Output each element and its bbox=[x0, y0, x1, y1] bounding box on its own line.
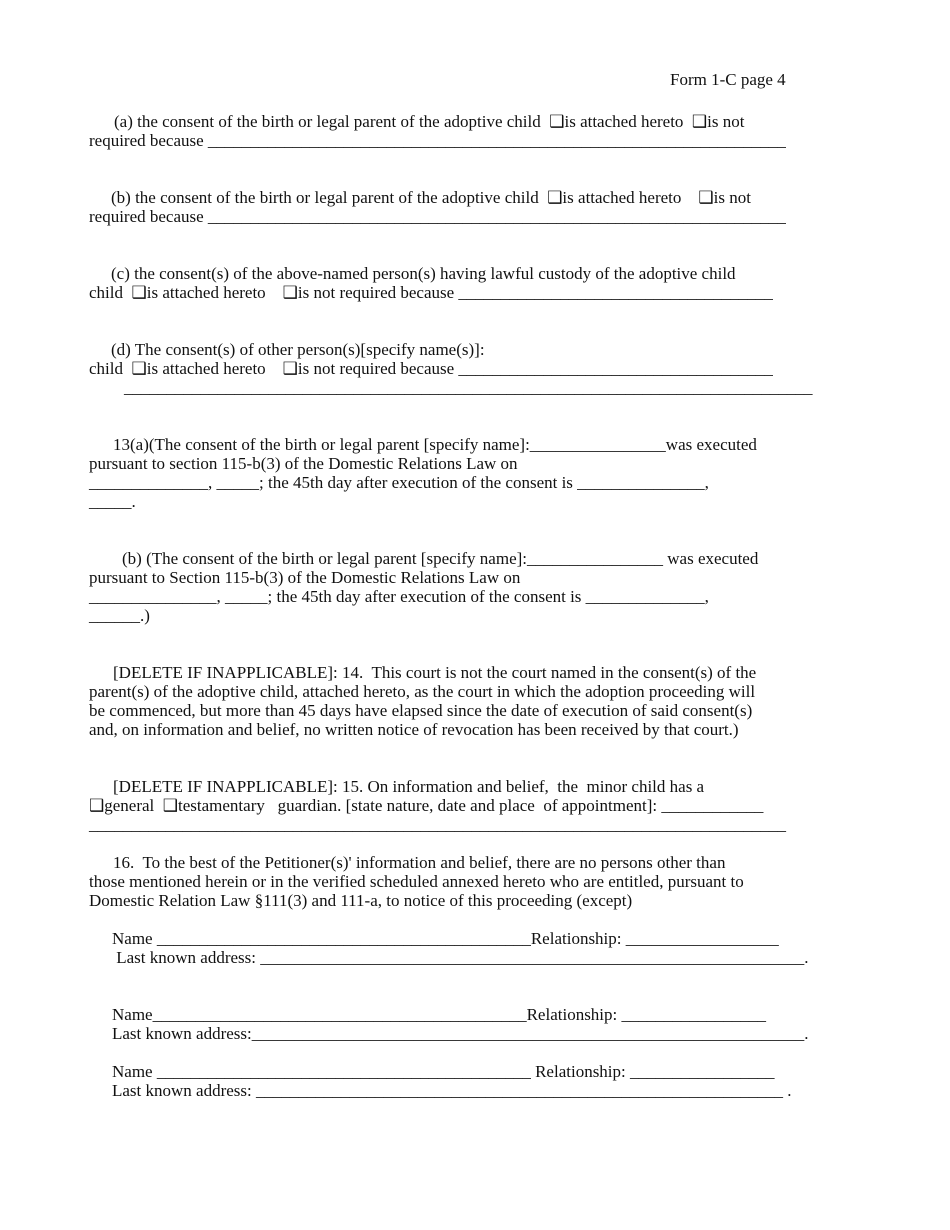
section-15-line-1: [DELETE IF INAPPLICABLE]: 15. On information and belief, the minor child has a bbox=[113, 777, 705, 796]
section-13a-line-3: ______________, _____; the 45th day after execution of the consent is _______________, bbox=[89, 473, 709, 492]
person-3-address-line: Last known address: ______________________________________________________________ . bbox=[112, 1081, 792, 1100]
section-13a-line-1: 13(a)(The consent of the birth or legal parent [specify name]:________________was executed bbox=[113, 435, 757, 454]
section-13b-line-3: _______________, _____; the 45th day after execution of the consent is ______________, bbox=[89, 587, 709, 606]
section-d-line-2: child ❑is attached hereto ❑is not required because _____________________________________ bbox=[89, 359, 773, 378]
section-b-line-1: (b) the consent of the birth or legal parent of the adoptive child ❑is attached hereto ❑is not bbox=[111, 188, 751, 207]
section-d-line-3: _________________________________________________________________________________ bbox=[124, 378, 813, 397]
section-15-line-3: __________________________________________________________________________________ bbox=[89, 815, 786, 834]
section-16-line-1: 16. To the best of the Petitioner(s)' information and belief, there are no persons other than bbox=[113, 853, 726, 872]
section-16-line-3: Domestic Relation Law §111(3) and 111-a, to notice of this proceeding (except) bbox=[89, 891, 633, 910]
section-c-line-2: child ❑is attached hereto ❑is not required because _____________________________________ bbox=[89, 283, 773, 302]
person-2-address-line: Last known address:_________________________________________________________________. bbox=[112, 1024, 809, 1043]
section-b-line-2: required because ____________________________________________________________________ bbox=[89, 207, 786, 226]
section-15-line-2: ❑general ❑testamentary guardian. [state nature, date and place of appointment]: ____________ bbox=[89, 796, 764, 815]
section-14-line-2: parent(s) of the adoptive child, attached hereto, as the court in which the adoption proceeding will bbox=[89, 682, 756, 701]
section-16-line-2: those mentioned herein or in the verified scheduled annexed hereto who are entitled, pursuant to bbox=[89, 872, 744, 891]
section-14-line-3: be commenced, but more than 45 days have elapsed since the date of execution of said consent(s) bbox=[89, 701, 753, 720]
person-2-name-line: Name____________________________________________Relationship: _________________ bbox=[112, 1005, 767, 1024]
section-a-line-1: (a) the consent of the birth or legal parent of the adoptive child ❑is attached hereto ❑is not bbox=[114, 112, 745, 131]
section-13a-line-4: _____. bbox=[89, 492, 136, 511]
section-13b-line-4: ______.) bbox=[89, 606, 150, 625]
section-13b-line-1: (b) (The consent of the birth or legal parent [specify name]:________________ was executed bbox=[122, 549, 759, 568]
section-d-line-1: (d) The consent(s) of other person(s)[specify name(s)]: bbox=[111, 340, 485, 359]
person-3-name-line: Name ____________________________________________ Relationship: _________________ bbox=[112, 1062, 775, 1081]
page-label: Form 1-C page 4 bbox=[670, 70, 786, 89]
section-c-line-1: (c) the consent(s) of the above-named person(s) having lawful custody of the adoptive child bbox=[111, 264, 736, 283]
section-13a-line-2: pursuant to section 115-b(3) of the Domestic Relations Law on bbox=[89, 454, 518, 473]
section-13b-line-2: pursuant to Section 115-b(3) of the Domestic Relations Law on bbox=[89, 568, 521, 587]
person-1-address-line: Last known address: ________________________________________________________________. bbox=[112, 948, 809, 967]
section-a-line-2: required because ____________________________________________________________________ bbox=[89, 131, 786, 150]
person-1-name-line: Name ____________________________________________Relationship: __________________ bbox=[112, 929, 779, 948]
section-14-line-4: and, on information and belief, no written notice of revocation has been received by that court.) bbox=[89, 720, 739, 739]
section-14-line-1: [DELETE IF INAPPLICABLE]: 14. This court is not the court named in the consent(s) of the bbox=[113, 663, 757, 682]
